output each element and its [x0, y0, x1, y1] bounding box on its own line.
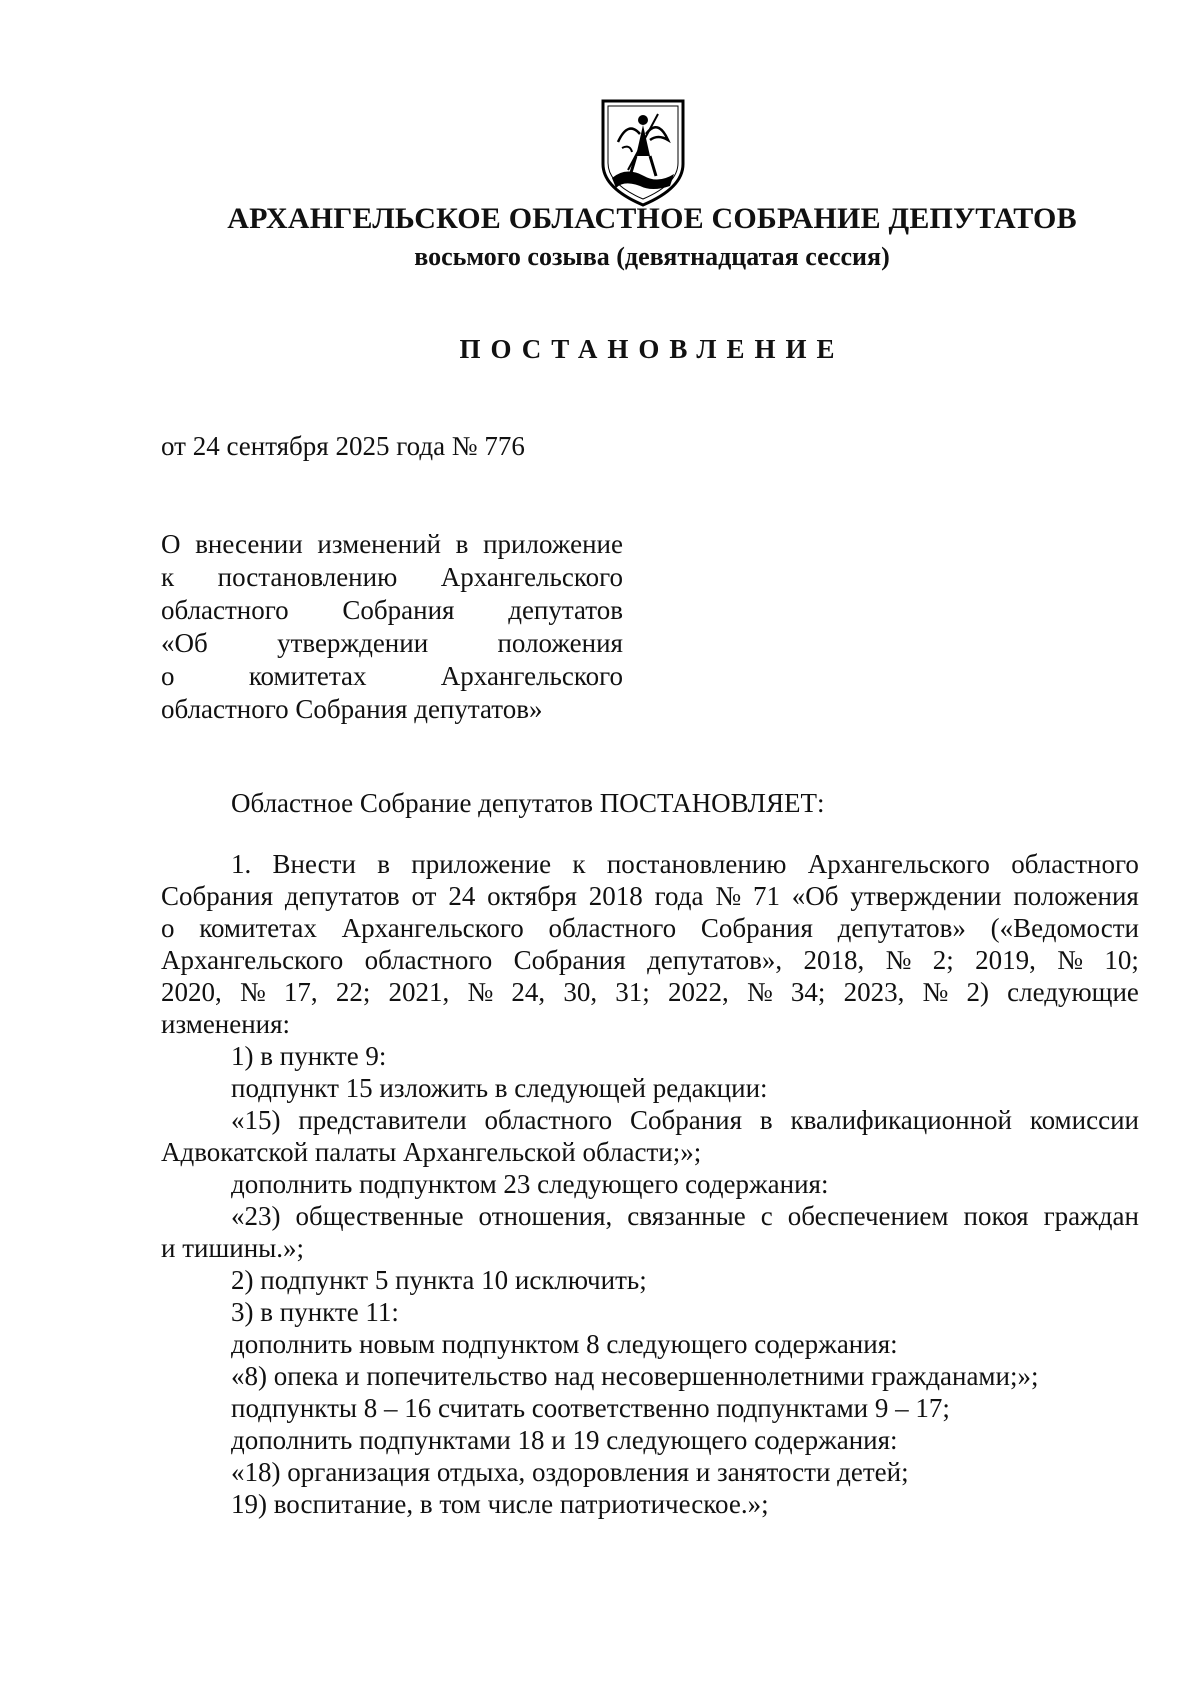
word: комитетах: [248, 661, 367, 691]
word: постановлению: [606, 849, 787, 879]
item-line: 2) подпункт 5 пункта 10 исключить;: [231, 1265, 647, 1295]
word: Собрания: [513, 945, 626, 975]
coat-of-arms-emblem: [600, 98, 686, 208]
word: №: [467, 977, 494, 1007]
word: «Об: [791, 881, 839, 911]
word: №: [715, 881, 742, 911]
word: 10;: [1104, 945, 1139, 975]
word: граждан: [1043, 1201, 1139, 1231]
word: областного: [161, 595, 289, 625]
subject-line: [161, 561, 623, 594]
word: постановлению: [217, 562, 398, 592]
organization-name: АРХАНГЕЛЬСКОЕ ОБЛАСТНОЕ СОБРАНИЕ ДЕПУТАТОВ: [227, 202, 1077, 235]
word: 34;: [790, 977, 826, 1007]
item-line: 19) воспитание, в том числе патриотическое.»;: [231, 1489, 769, 1519]
word: связанные: [627, 1201, 746, 1231]
word: депутатов»: [837, 913, 966, 943]
subject-line: [161, 594, 623, 627]
word: 22;: [335, 977, 371, 1007]
word: Архангельского: [440, 661, 623, 691]
word: с: [760, 1201, 773, 1231]
word: в: [759, 1105, 773, 1135]
amendment-items: [161, 1040, 1139, 1520]
item-line: «18) организация отдыха, оздоровления и занятости детей;: [231, 1457, 909, 1487]
word: областного: [548, 913, 677, 943]
word: депутатов: [284, 881, 400, 911]
word: октября: [487, 881, 577, 911]
item-line: дополнить новым подпунктом 8 следующего содержания:: [231, 1329, 898, 1359]
word: 2023,: [843, 977, 905, 1007]
paragraph-line: [161, 880, 1139, 912]
word: («Ведомости: [990, 913, 1139, 943]
convocation-session: восьмого созыва (девятнадцатая сессия): [414, 242, 890, 271]
word: 2;: [932, 945, 954, 975]
word: Архангельского: [440, 562, 623, 592]
word: «15): [231, 1105, 281, 1135]
emblem-image: [600, 98, 686, 208]
word: Собрания: [161, 881, 274, 911]
word: приложение: [483, 529, 623, 559]
word: обеспечением: [787, 1201, 949, 1231]
word: 17,: [283, 977, 318, 1007]
word: О: [161, 529, 181, 559]
word: о: [161, 913, 175, 943]
word: квалификационной: [790, 1105, 1012, 1135]
word: общественные: [295, 1201, 464, 1231]
word: «23): [231, 1201, 281, 1231]
word: года: [654, 881, 704, 911]
word: изменения:: [161, 1009, 291, 1039]
word: 1.: [231, 849, 252, 879]
item-line: подпункты 8 – 16 считать соответственно подпунктами 9 – 17;: [231, 1393, 950, 1423]
subject-line: [161, 627, 623, 660]
word: утверждении: [850, 881, 1002, 911]
word: положения: [497, 628, 623, 658]
word: комиссии: [1029, 1105, 1139, 1135]
item-line: дополнить подпунктами 18 и 19 следующего содержания:: [231, 1425, 898, 1455]
word: №: [239, 977, 266, 1007]
word: 71: [752, 881, 780, 911]
document-type-title: ПОСТАНОВЛЕНИЕ: [459, 334, 845, 364]
word: внесении: [195, 529, 303, 559]
subject-line: [161, 528, 623, 561]
word: «Об: [161, 628, 208, 658]
item-line: 3) в пункте 11:: [231, 1297, 399, 1327]
word: в: [455, 529, 469, 559]
word: Архангельского: [161, 945, 344, 975]
word: 30,: [563, 977, 598, 1007]
word: Собрания: [629, 1105, 743, 1135]
word: следующие: [1007, 977, 1139, 1007]
word: 24,: [511, 977, 546, 1007]
word: 2020,: [161, 977, 222, 1007]
decree-statement: Областное Собрание депутатов ПОСТАНОВЛЯЕТ:: [231, 788, 825, 818]
word: к: [572, 849, 586, 879]
item-line: 1) в пункте 9:: [231, 1041, 387, 1071]
word: в: [377, 849, 390, 879]
word: приложение: [411, 849, 552, 879]
word: к: [161, 562, 175, 592]
word: изменений: [317, 529, 441, 559]
item-line: дополнить подпунктом 23 следующего содержания:: [231, 1169, 829, 1199]
paragraph-line: [161, 912, 1139, 944]
word: от: [411, 881, 437, 911]
subject-line: [161, 693, 623, 726]
word: 2022,: [668, 977, 729, 1007]
word: 24: [448, 881, 476, 911]
word: Архангельского: [341, 913, 524, 943]
paragraph-line: [161, 944, 1139, 976]
paragraph-line: [161, 976, 1139, 1008]
word: областного: [1011, 849, 1139, 879]
word: 2018: [588, 881, 643, 911]
word: о: [161, 661, 175, 691]
subject-line: [161, 660, 623, 693]
item-line: [161, 1200, 1139, 1232]
document-date-number: от 24 сентября 2025 года № 776: [161, 431, 525, 461]
word: 2021,: [388, 977, 450, 1007]
word: областного Собрания депутатов»: [161, 694, 543, 724]
word: Архангельского: [807, 849, 990, 879]
paragraph-line: [161, 1008, 1139, 1040]
word: областного: [364, 945, 493, 975]
word: Собрания: [342, 595, 455, 625]
document-body: [161, 787, 1139, 1520]
item-line: и тишины.»;: [161, 1233, 305, 1263]
document-subject: [161, 528, 623, 726]
word: утверждении: [277, 628, 429, 658]
word: областного: [484, 1105, 613, 1135]
word: №: [746, 977, 773, 1007]
word: депутатов»,: [647, 945, 783, 975]
word: отношения,: [478, 1201, 613, 1231]
paragraph-line: [161, 848, 1139, 880]
word: №: [885, 945, 912, 975]
item-line: «8) опека и попечительство над несовершеннолетними гражданами;»;: [231, 1361, 1039, 1391]
item-line: Адвокатской палаты Архангельской области;»;: [161, 1137, 702, 1167]
word: №: [922, 977, 949, 1007]
word: 2019,: [975, 945, 1036, 975]
word: комитетах: [199, 913, 317, 943]
item-line: [161, 1104, 1139, 1136]
word: покоя: [963, 1201, 1029, 1231]
paragraph-1: [161, 848, 1139, 1040]
word: 2018,: [803, 945, 865, 975]
word: Собрания: [700, 913, 813, 943]
word: 2): [966, 977, 989, 1007]
word: положения: [1013, 881, 1139, 911]
word: представители: [298, 1105, 467, 1135]
word: Внести: [272, 849, 356, 879]
word: депутатов: [508, 595, 623, 625]
word: №: [1057, 945, 1084, 975]
item-line: подпункт 15 изложить в следующей редакции:: [231, 1073, 768, 1103]
word: 31;: [615, 977, 650, 1007]
